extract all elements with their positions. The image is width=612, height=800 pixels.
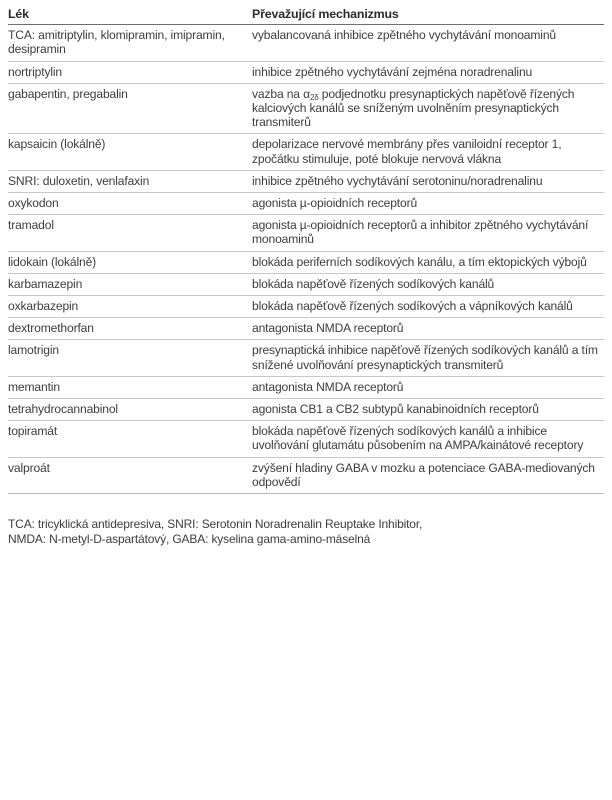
- table-row: [8, 318, 604, 340]
- mechanism-cell: antagonista NMDA receptorů: [252, 376, 604, 398]
- table-row: [8, 25, 604, 61]
- mechanism-cell: [252, 83, 604, 134]
- footnote-line: TCA: tricyklická antidepresiva, SNRI: Serotonin Noradrenalin Reuptake Inhibitor,: [8, 517, 423, 532]
- table-row: [8, 421, 604, 457]
- drug-cell: SNRI: duloxetin, venlafaxin: [8, 170, 252, 192]
- table-header-row: [8, 6, 604, 25]
- mechanism-cell: antagonista NMDA receptorů: [252, 318, 604, 340]
- footnote-line: NMDA: N-metyl-D-aspartátový, GABA: kyselina gama-amino-máselná: [8, 531, 371, 546]
- drug-cell: topiramát: [8, 421, 252, 457]
- table-row: [8, 61, 604, 83]
- mechanism-text-start: vazba na α: [252, 86, 310, 101]
- table-row: [8, 457, 604, 493]
- mechanism-cell: blokáda napěťově řízených sodíkových kanálů a inhibice uvolňování glutamátu působením na AMPA/kainátové receptory: [252, 421, 604, 457]
- table-row: [8, 340, 604, 376]
- table-row: [8, 376, 604, 398]
- mechanism-cell: presynaptická inhibice napěťově řízených sodíkových kanálů a tím snížené uvolňování presynaptických transmiterů: [252, 340, 604, 376]
- drug-cell: oxykodon: [8, 193, 252, 215]
- mechanism-cell: agonista µ-opioidních receptorů a inhibitor zpětného vychytávání monoaminů: [252, 215, 604, 251]
- table-row: [8, 251, 604, 273]
- mechanism-cell: agonista µ-opioidních receptorů: [252, 193, 604, 215]
- table-footnote: [8, 517, 604, 546]
- drug-cell: karbamazepin: [8, 273, 252, 295]
- drug-cell: TCA: amitriptylin, klomipramin, imipramin, desipramin: [8, 25, 252, 61]
- drug-cell: dextromethorfan: [8, 318, 252, 340]
- drug-cell: gabapentin, pregabalin: [8, 83, 252, 134]
- mechanism-cell: depolarizace nervové membrány přes vaniloidní receptor 1, zpočátku stimuluje, poté blokuje nervová vlákna: [252, 134, 604, 170]
- mechanism-cell: blokáda napěťově řízených sodíkových a vápníkových kanálů: [252, 296, 604, 318]
- table-row: [8, 273, 604, 295]
- drug-cell: nortriptylin: [8, 61, 252, 83]
- table-row: [8, 215, 604, 251]
- table-row: [8, 83, 604, 134]
- table-row: [8, 170, 604, 192]
- drug-cell: lidokain (lokálně): [8, 251, 252, 273]
- mechanism-cell: zvýšení hladiny GABA v mozku a potenciace GABA-mediovaných odpovědí: [252, 457, 604, 493]
- mechanism-cell: inhibice zpětného vychytávání serotoninu/noradrenalinu: [252, 170, 604, 192]
- drug-cell: valproát: [8, 457, 252, 493]
- mechanism-cell: blokáda periferních sodíkových kanálu, a tím ektopických výbojů: [252, 251, 604, 273]
- mechanism-cell: inhibice zpětného vychytávání zejména noradrenalinu: [252, 61, 604, 83]
- column-header-mechanism: Převažující mechanizmus: [252, 6, 604, 25]
- drug-cell: oxkarbazepin: [8, 296, 252, 318]
- mechanism-cell: agonista CB1 a CB2 subtypů kanabinoidních receptorů: [252, 399, 604, 421]
- mechanism-cell: vybalancovaná inhibice zpětného vychytávání monoaminů: [252, 25, 604, 61]
- table-row: [8, 399, 604, 421]
- drug-cell: tetrahydrocannabinol: [8, 399, 252, 421]
- mechanism-cell: blokáda napěťově řízených sodíkových kanálů: [252, 273, 604, 295]
- mechanism-text-end: podjednotku presynaptických napěťově řízených kalciových kanálů se sníženým uvolněním presynaptických transmiterů: [252, 86, 575, 130]
- drug-cell: tramadol: [8, 215, 252, 251]
- drug-cell: memantin: [8, 376, 252, 398]
- drug-mechanism-table: [8, 6, 604, 494]
- table-row: [8, 134, 604, 170]
- table-row: [8, 296, 604, 318]
- drug-cell: lamotrigin: [8, 340, 252, 376]
- column-header-drug: Lék: [8, 6, 252, 25]
- alpha-subscript: 2δ: [309, 92, 319, 102]
- drug-cell: kapsaicin (lokálně): [8, 134, 252, 170]
- table-row: [8, 193, 604, 215]
